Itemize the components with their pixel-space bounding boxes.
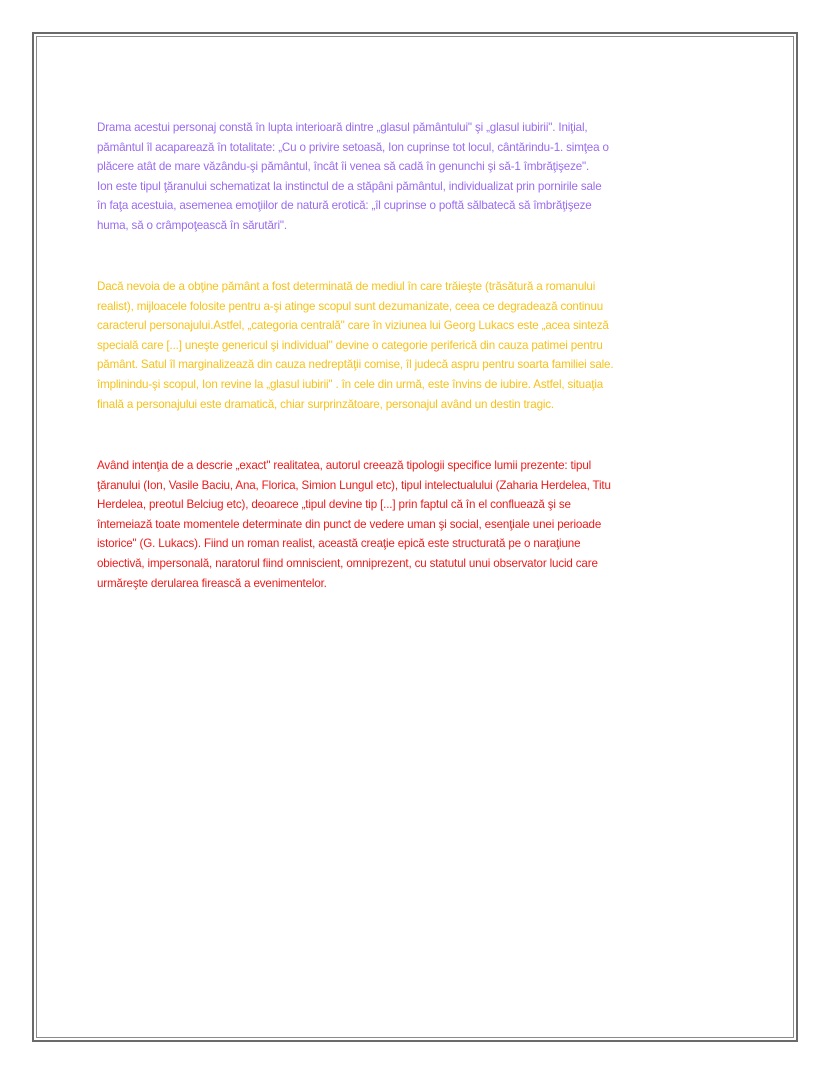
paragraph-nevoia [97,277,613,414]
text-line: în faţa acestuia, asemenea emoţiilor de natură erotică: „îl cuprinse o poftă sălbatecă să îmbrăţişeze [97,199,592,213]
paragraph-tipologii [97,456,611,593]
paragraph-drama [97,118,609,236]
text-line: finală a personajului este dramatică, chiar surprinzătoare, personajul având un destin tragic. [97,397,555,411]
text-line: specială care [...] uneşte genericul şi individual" devine o categorie periferică din cauza patimei pentru [97,338,603,352]
text-line: întemeiază toate momentele determinate din punct de vedere uman şi social, esenţiale unei perioade [97,517,602,531]
text-line: Dacă nevoia de a obţine pământ a fost determinată de mediul în care trăieşte (trăsătură a romanului [97,280,596,293]
text-line: plăcere atât de mare văzându-şi pământul, încât îi venea să cadă în genunchi şi să-1 îmbrăţişeze". [97,160,590,174]
text-line: Drama acestui personaj constă în lupta interioară dintre „glasul pământului" şi „glasul iubirii". Iniţial, [97,121,588,134]
text-line: istorice" (G. Lukacs). Fiind un roman realist, această creaţie epică este structurată pe o naraţiune [97,537,581,551]
text-line: împlinindu-şi scopul, Ion revine la „glasul iubirii" . în cele din urmă, este învins de iubire. Astfel, situaţia [97,377,604,391]
text-line: pământul îl acaparează în totalitate: „Cu o privire setoasă, Ion cuprinse tot locul, cântărindu-1. simţea o [97,140,609,154]
text-line: pământ. Satul îl marginalizează din cauza nedreptăţii comise, îl judecă aspru pentru soarta familiei sale. [97,358,614,372]
text-line: ţăranului (Ion, Vasile Baciu, Ana, Florica, Simion Lungul etc), tipul intelectualului (Zaharia Herdelea, Titu [97,478,611,492]
text-line: urmăreşte derularea firească a evenimentelor. [97,576,327,590]
text-line: Herdelea, preotul Belciug etc), deoarece „tipul devine tip [...] prin faptul că în el confluează şi se [97,498,571,512]
text-line: obiectivă, impersonală, naratorul fiind omniscient, omniprezent, cu statutul unui observator lucid care [97,556,598,570]
text-line: Având intenţia de a descrie „exact" realitatea, autorul creează tipologii specifice lumii prezente: tipul [97,459,592,472]
text-line: realist), mijloacele folosite pentru a-şi atinge scopul sunt dezumanizate, ceea ce degradează continuu [97,299,604,313]
text-line: Ion este tipul ţăranului schematizat la instinctul de a stăpâni pământul, individualizat prin pornirile sale [97,179,602,193]
text-line: caracterul personajului.Astfel, „categoria centrală" care în viziunea lui Georg Lukacs este „acea sinteză [97,319,609,333]
text-line: huma, să o crâmpoţească în sărutări". [97,218,287,232]
